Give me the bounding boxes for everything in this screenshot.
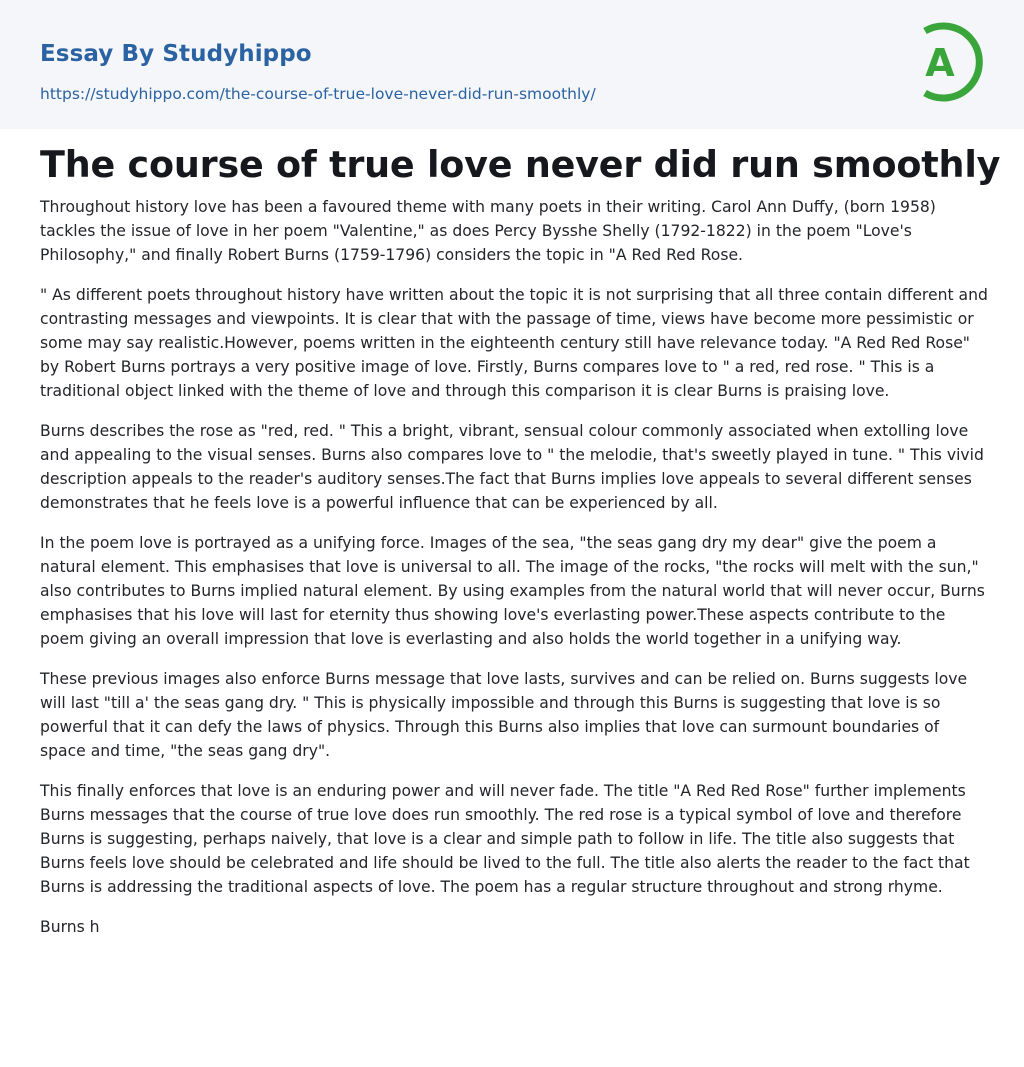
site-brand[interactable]: Essay By Studyhippo [40, 41, 312, 67]
logo-letter: A [925, 41, 955, 85]
paragraph: In the poem love is portrayed as a unifying force. Images of the sea, "the seas gang dry my dear" give the poem a natural element. This emphasises that love is universal to all. The image of the rocks, "the rocks will melt with the sun," also contributes to Burns implied natural element. By using examples from the natural world that will never occur, Burns emphasises that his love will last for eternity thus showing love's everlasting power.These aspects contribute to the poem giving an overall impression that love is everlasting and also holds the world together in a unifying way. [40, 534, 985, 648]
studyhippo-logo-icon[interactable] [912, 19, 986, 105]
paragraph: These previous images also enforce Burns message that love lasts, survives and can be relied on. Burns suggests love will last "till a' the seas gang dry. " This is physically impossible and through this Burns is suggesting that love is so powerful that it can defy the laws of physics. Through this Burns also implies that love can surmount boundaries of space and time, "the seas gang dry". [40, 670, 968, 760]
paragraph: This finally enforces that love is an enduring power and will never fade. The title "A Red Red Rose" further implements Burns messages that the course of true love does run smoothly. The red rose is a typical symbol of love and therefore Burns is suggesting, perhaps naively, that love is a clear and simple path to follow in life. The title also suggests that Burns feels love should be celebrated and life should be lived to the full. The title also alerts the reader to the fact that Burns is addressing the traditional aspects of love. The poem has a regular structure throughout and strong rhyme. [40, 782, 970, 896]
paragraph: " As different poets throughout history have written about the topic it is not surprising that all three contain different and contrasting messages and viewpoints. It is clear that with the passage of time, views have become more pessimistic or some may say realistic.However, poems written in the eighteenth century still have relevance today. "A Red Red Rose" by Robert Burns portrays a very positive image of love. Firstly, Burns compares love to " a red, red rose. " This is a traditional object linked with the theme of love and through this comparison it is clear Burns is praising love. [40, 286, 988, 400]
page-url-link[interactable]: https://studyhippo.com/the-course-of-true-love-never-did-run-smoothly/ [40, 85, 596, 103]
truncated-paragraph: Burns h [40, 918, 100, 936]
site-header [0, 0, 1024, 129]
paragraph: Burns describes the rose as "red, red. " This a bright, vibrant, sensual colour commonly associated when extolling love and appealing to the visual senses. Burns also compares love to " the melodie, that's sweetly played in tune. " This vivid description appeals to the reader's auditory senses.The fact that Burns implies love appeals to several different senses demonstrates that he feels love is a powerful influence that can be experienced by all. [40, 422, 984, 512]
article-title: The course of true love never did run smoothly [40, 143, 1001, 186]
article-body [40, 195, 988, 955]
paragraph: Throughout history love has been a favoured theme with many poets in their writing. Carol Ann Duffy, (born 1958) tackles the issue of love in her poem "Valentine," as does Percy Bysshe Shelly (1792-1822) in the poem "Love's Philosophy," and finally Robert Burns (1759-1796) considers the topic in "A Red Red Rose. [40, 198, 936, 264]
